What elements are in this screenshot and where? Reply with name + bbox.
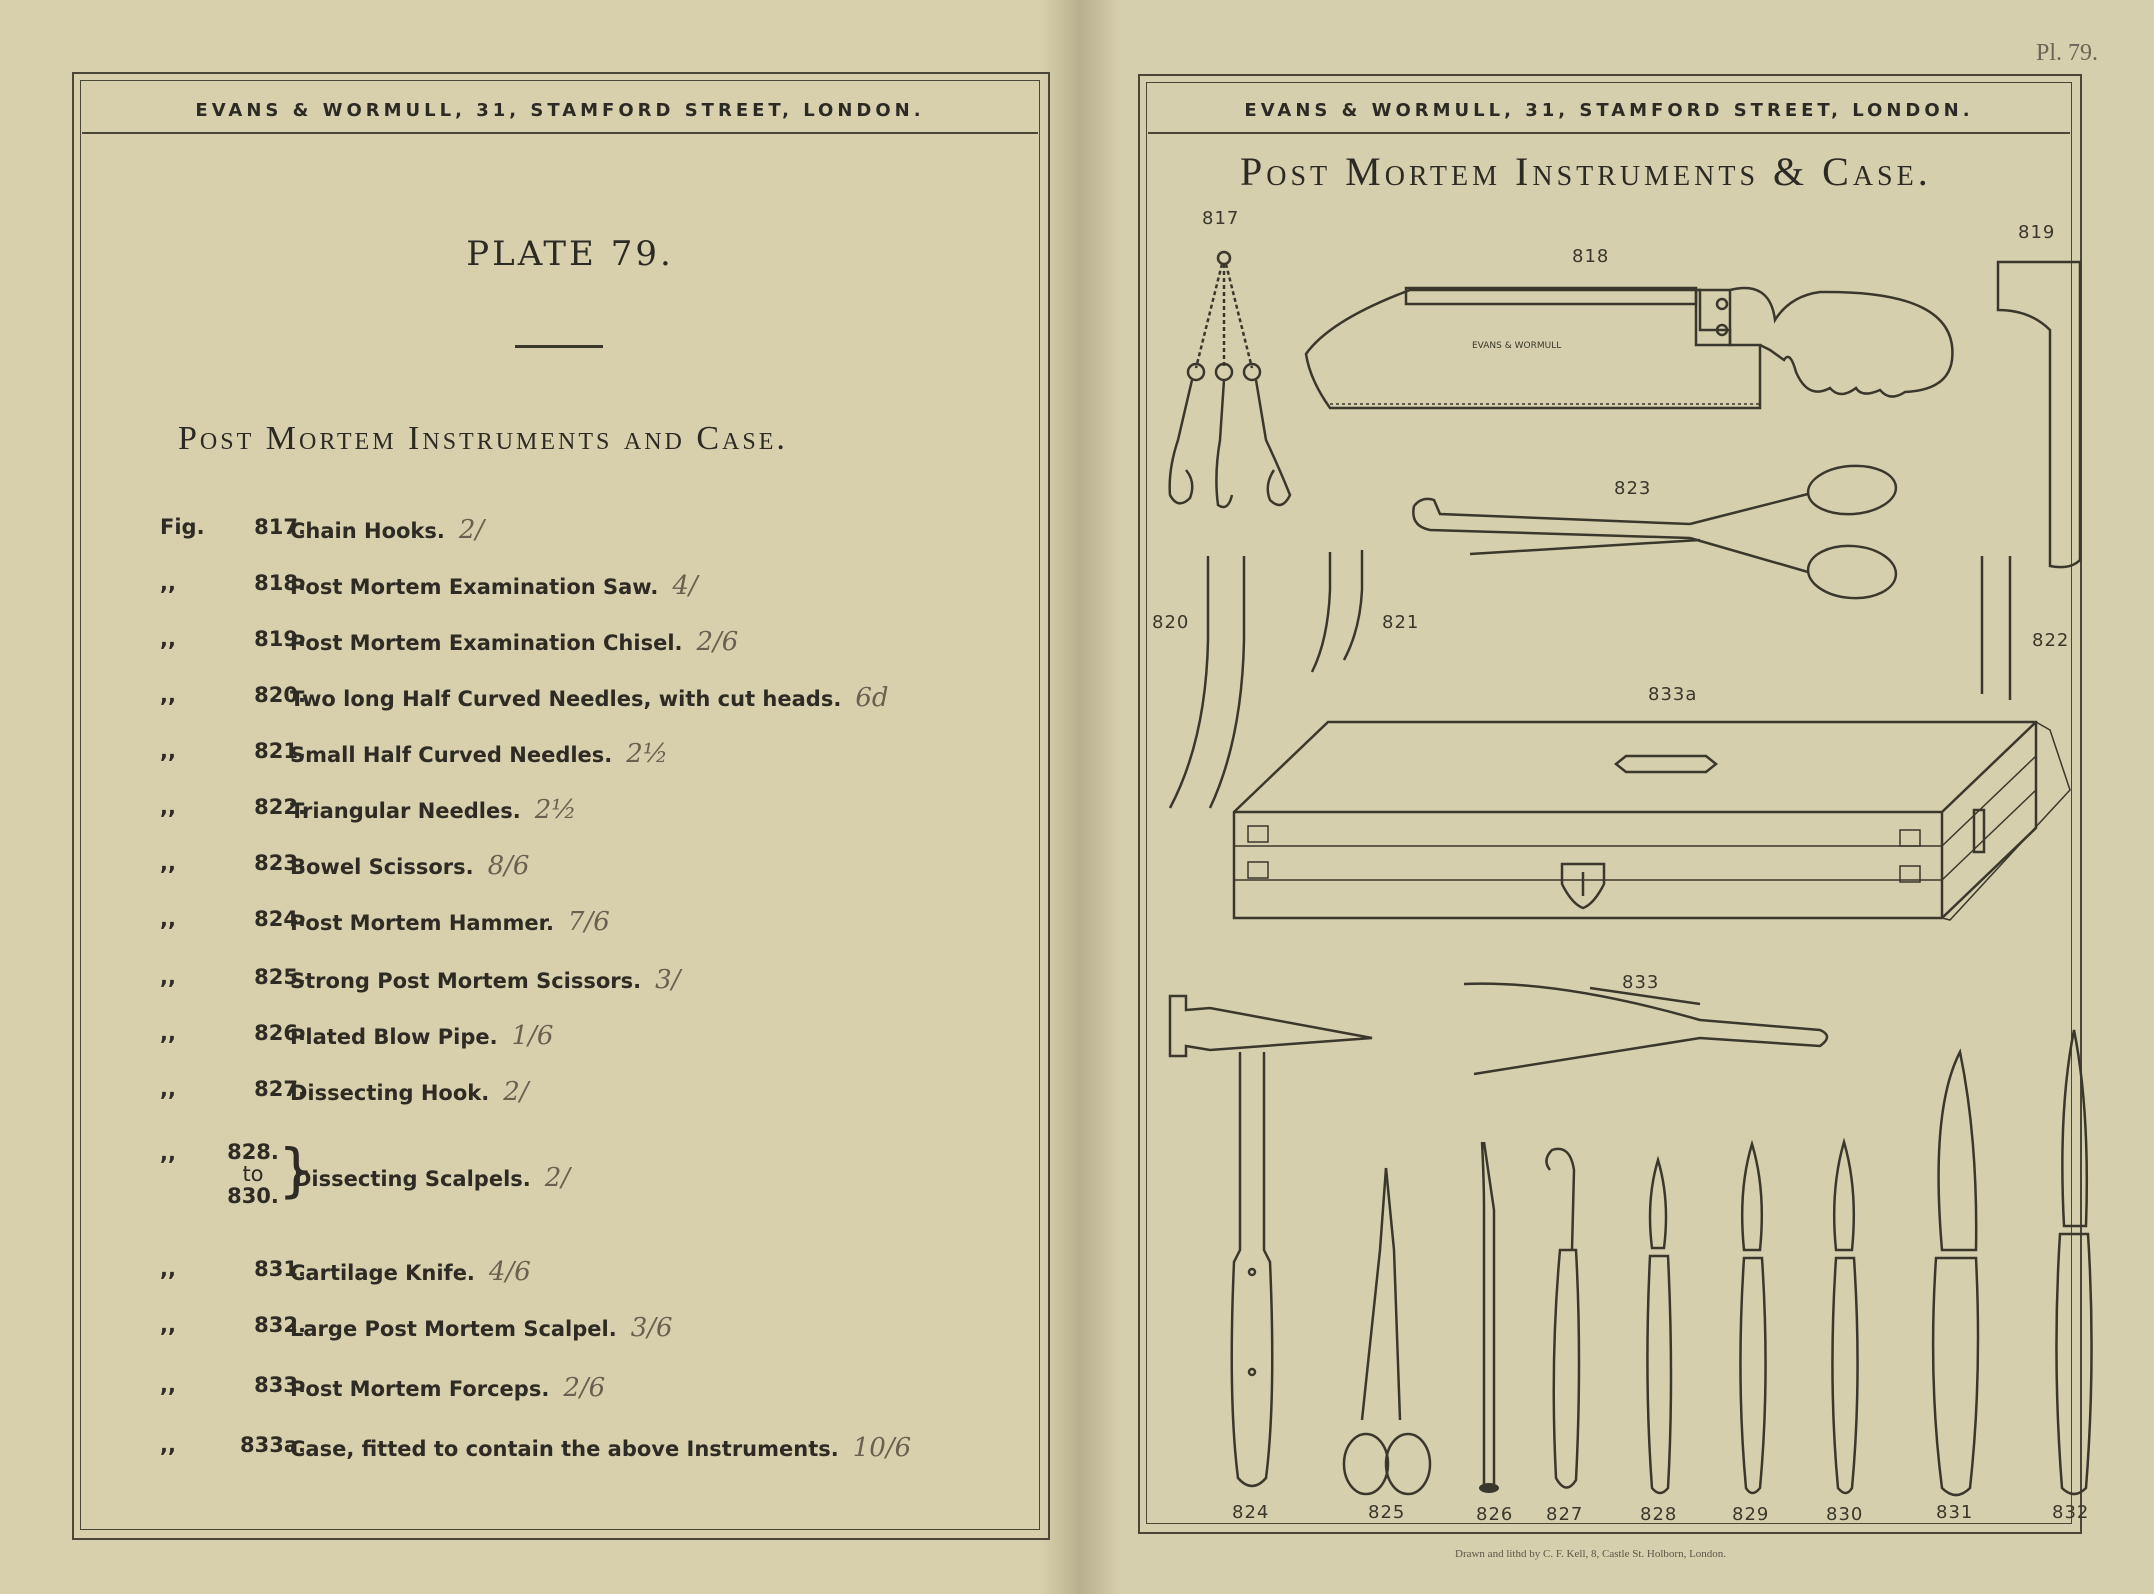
item-number: 820. (254, 683, 306, 707)
small-needles-illustration (1312, 550, 1362, 672)
saw-maker-mark: EVANS & WORMULL (1472, 341, 1562, 351)
item-number: 833. (254, 1373, 306, 1397)
fig-label-824: 824 (1232, 1502, 1270, 1523)
item-description: Triangular Needles. (290, 799, 521, 823)
blow-pipe-illustration (1479, 1142, 1499, 1493)
item-prefix: ,, (160, 627, 176, 651)
range-start: 828. (227, 1140, 279, 1164)
strong-scissors-illustration (1344, 1168, 1430, 1494)
item-description: Dissecting Scalpels. (294, 1167, 531, 1191)
plate-illustration-title: Post Mortem Instruments & Case. (1240, 149, 1932, 194)
item-price-annotation: 3/ (655, 965, 681, 995)
item-number: 827. (254, 1077, 306, 1101)
chain-hooks-illustration (1170, 252, 1290, 507)
large-scalpel-illustration (2056, 1030, 2091, 1494)
lithographer-credit: Drawn and lithd by C. F. Kell, 8, Castle St. Holborn, London. (1455, 1548, 1727, 1560)
item-number: 821. (254, 739, 306, 763)
item-description: Bowel Scissors. (290, 855, 474, 879)
item-prefix: ,, (160, 965, 176, 989)
saw-illustration (1306, 288, 1952, 408)
item-price-annotation: 4/ (672, 571, 698, 601)
item-prefix: ,, (160, 571, 176, 595)
fig-label-822: 822 (2032, 630, 2070, 651)
item-prefix: ,, (160, 1077, 176, 1101)
item-number: 822. (254, 795, 306, 819)
item-number: 819. (254, 627, 306, 651)
item-prefix: ,, (160, 907, 176, 931)
fig-label-833: 833 (1622, 972, 1660, 993)
cartilage-knife-illustration (1933, 1052, 1978, 1495)
fig-label-819: 819 (2018, 222, 2056, 243)
right-page-header: EVANS & WORMULL, 31, STAMFORD STREET, LONDON. (1244, 100, 1974, 121)
scalpels-illustration (1647, 1142, 1857, 1493)
item-price-annotation: 2/ (503, 1077, 529, 1107)
item-description: Two long Half Curved Needles, with cut heads. (290, 687, 842, 711)
item-prefix: ,, (160, 683, 176, 707)
item-number: 823. (254, 851, 306, 875)
item-price-annotation: 2½ (534, 795, 577, 825)
item-price-annotation: 8/6 (487, 851, 530, 881)
item-description: Post Mortem Hammer. (290, 911, 554, 935)
item-description: Dissecting Hook. (290, 1081, 490, 1105)
item-number: 831. (254, 1257, 306, 1281)
fig-label-821: 821 (1382, 612, 1420, 633)
item-prefix: ,, (160, 1257, 176, 1281)
fig-label-825: 825 (1368, 1502, 1406, 1523)
instrument-case-illustration (1234, 722, 2070, 920)
item-price-annotation: 2/ (544, 1163, 571, 1193)
item-number: 826. (254, 1021, 306, 1045)
item-prefix: ,, (160, 795, 176, 819)
plate-number: Pl. 79. (2036, 40, 2099, 66)
fig-label-823: 823 (1614, 478, 1652, 499)
item-prefix: ,, (160, 1373, 176, 1397)
hammer-illustration (1170, 996, 1372, 1486)
range-to: to (242, 1162, 264, 1186)
fig-label-831: 831 (1936, 1502, 1974, 1523)
item-number: 832. (254, 1313, 306, 1337)
dissecting-hook-illustration (1546, 1149, 1579, 1488)
item-prefix: Fig. (160, 515, 205, 539)
item-description: Post Mortem Examination Saw. (290, 575, 659, 599)
item-number: 833a. (240, 1433, 306, 1457)
fig-label-829: 829 (1732, 1504, 1770, 1525)
item-price-annotation: 2½ (626, 739, 669, 769)
item-prefix: ,, (160, 739, 176, 763)
item-prefix: ,, (160, 1141, 176, 1165)
item-price-annotation: 1/6 (511, 1021, 554, 1051)
bowel-scissors-illustration (1413, 463, 1897, 601)
left-page-header: EVANS & WORMULL, 31, STAMFORD STREET, LONDON. (195, 100, 925, 121)
fig-label-832: 832 (2052, 1502, 2090, 1523)
fig-label-827: 827 (1546, 1504, 1584, 1525)
fig-label-826: 826 (1476, 1504, 1514, 1525)
item-price-annotation: 4/6 (488, 1257, 531, 1287)
item-price-annotation: 2/6 (563, 1373, 606, 1403)
item-prefix: ,, (160, 1313, 176, 1337)
item-number: 818. (254, 571, 306, 595)
forceps-illustration (1464, 984, 1827, 1074)
section-title: Post Mortem Instruments and Case. (178, 420, 788, 457)
item-price-annotation: 6d (855, 683, 889, 713)
item-number: 825. (254, 965, 306, 989)
item-description: Cartilage Knife. (290, 1261, 475, 1285)
item-description: Large Post Mortem Scalpel. (290, 1317, 617, 1341)
fig-label-828: 828 (1640, 1504, 1678, 1525)
chisel-illustration (1998, 262, 2080, 567)
fig-label-833a: 833a (1648, 684, 1698, 705)
range-end: 830. (227, 1184, 279, 1208)
item-price-annotation: 3/6 (630, 1313, 673, 1343)
fig-label-818: 818 (1572, 246, 1610, 267)
item-description: Plated Blow Pipe. (290, 1025, 498, 1049)
item-number: 824. (254, 907, 306, 931)
item-description: Case, fitted to contain the above Instruments. (290, 1437, 839, 1461)
brace-glyph: } (278, 1136, 315, 1204)
item-prefix: ,, (160, 851, 176, 875)
plate-title: PLATE 79. (466, 234, 674, 274)
item-number: 817. (254, 515, 306, 539)
fig-label-830: 830 (1826, 1504, 1864, 1525)
item-description: Strong Post Mortem Scissors. (290, 969, 642, 993)
item-description: Small Half Curved Needles. (290, 743, 613, 767)
triangular-needles-illustration (1982, 556, 2010, 700)
long-needles-illustration (1170, 556, 1244, 808)
item-price-annotation: 2/ (458, 515, 485, 545)
item-price-annotation: 10/6 (852, 1433, 912, 1463)
item-prefix: ,, (160, 1021, 176, 1045)
fig-label-820: 820 (1152, 612, 1190, 633)
item-description: Chain Hooks. (290, 519, 445, 543)
item-price-annotation: 7/6 (567, 907, 610, 937)
item-description: Post Mortem Forceps. (290, 1377, 550, 1401)
item-prefix: ,, (160, 1433, 176, 1457)
item-description: Post Mortem Examination Chisel. (290, 631, 683, 655)
item-price-annotation: 2/6 (696, 627, 739, 657)
fig-label-817: 817 (1202, 208, 1240, 229)
